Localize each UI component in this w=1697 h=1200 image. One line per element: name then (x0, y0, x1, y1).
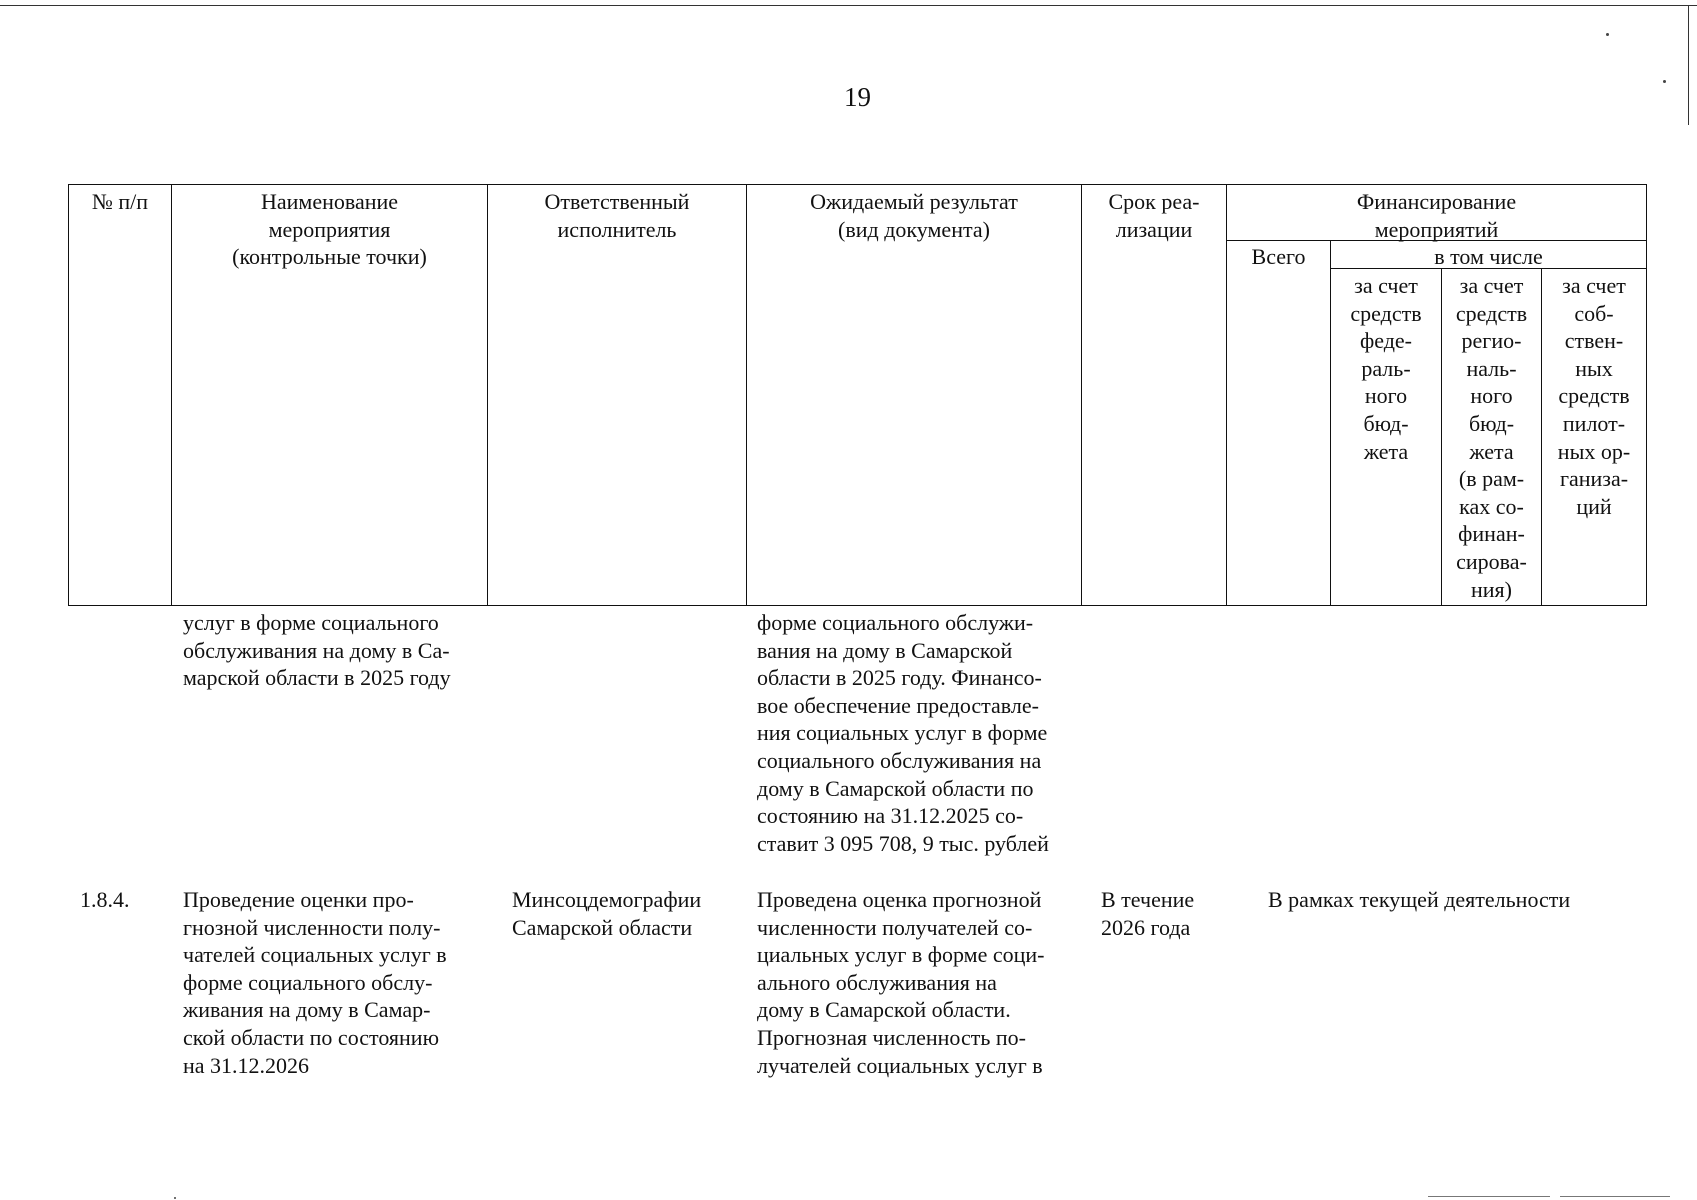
text-line: услуг в форме социального (183, 610, 439, 635)
header-own-line: ций (1576, 493, 1612, 519)
header-term-line: Срок реа- (1108, 189, 1200, 214)
header-own-line: ных ор- (1557, 438, 1631, 464)
text-line: ской области по состоянию (183, 1024, 440, 1050)
header-regional-line: бюд- (1468, 410, 1515, 436)
header-regional-line: наль- (1466, 355, 1517, 381)
header-name-line: (контрольные точки) (232, 244, 427, 270)
text-line: ставит 3 095 708, 9 тыс. рублей (757, 830, 1049, 856)
header-name-line: Наименование (260, 189, 399, 214)
header-bottom-border (68, 605, 1646, 606)
text-line: области в 2025 году. Финансо- (757, 665, 1042, 691)
header-federal-line: средств (1350, 300, 1422, 326)
header-regional-line: ния) (1471, 576, 1512, 602)
text-line: форме социального обслужи- (757, 610, 1034, 635)
header-financing (1227, 188, 1646, 243)
header-federal (1331, 272, 1441, 465)
row-executor (512, 886, 742, 941)
continuation-name (183, 609, 478, 692)
header-including-text: в том числе (1434, 244, 1543, 269)
header-name (172, 188, 487, 271)
text-line: В рамках текущей деятельности (1268, 887, 1571, 912)
header-number (69, 188, 171, 216)
header-financing-line: Финансирование (1356, 189, 1517, 214)
row-name (183, 886, 478, 1079)
text-line: состоянию на 31.12.2025 со- (757, 803, 1024, 829)
text-line: живания на дому в Самар- (183, 997, 431, 1023)
header-own (1542, 272, 1646, 520)
header-result (747, 188, 1081, 243)
text-line: лучателей социальных услуг в (757, 1052, 1043, 1078)
text-line: Прогнозная численность по- (757, 1024, 1026, 1050)
text-line: Проведение оценки про- (183, 887, 414, 912)
header-federal-line: бюд- (1363, 410, 1409, 436)
text-line: социального обслуживания на (757, 747, 1042, 773)
scan-speck (174, 1197, 176, 1199)
text-line: Самарской области (512, 914, 693, 940)
text-line: вания на дому в Самарской (757, 637, 1013, 663)
header-regional-line: финан- (1458, 521, 1525, 547)
text-line: чателей социальных услуг в (183, 942, 447, 968)
header-federal-line: ного (1364, 383, 1408, 409)
header-financing-line: мероприятий (1374, 216, 1499, 242)
header-regional-line: жета (1469, 438, 1514, 464)
text-line: обслуживания на дому в Са- (183, 637, 450, 663)
text-line: дому в Самарской области по (757, 775, 1034, 801)
header-executor (488, 188, 746, 243)
header-regional-line: ного (1470, 383, 1513, 409)
row-result (757, 886, 1073, 1079)
header-own-line: соб- (1574, 300, 1614, 326)
row-financing (1268, 886, 1628, 914)
header-number-text: № п/п (91, 189, 149, 214)
text-line: численности получателей со- (757, 914, 1033, 940)
header-executor-line: Ответственный (544, 189, 690, 214)
header-border-right (1646, 184, 1647, 606)
text-line: циальных услуг в форме соци- (757, 942, 1045, 968)
text-line: ния социальных услуг в форме (757, 720, 1048, 746)
header-border-left (68, 184, 69, 606)
text-line: гнозной численности полу- (183, 914, 441, 940)
header-top-border (68, 184, 1646, 185)
continuation-result (757, 609, 1073, 857)
header-executor-line: исполнитель (557, 216, 677, 242)
text-line: дому в Самарской области. (757, 997, 1011, 1023)
text-line: форме социального обслу- (183, 969, 433, 995)
header-name-line: мероприятия (268, 216, 391, 242)
text-line: В течение (1101, 887, 1195, 912)
header-federal-line: жета (1363, 438, 1409, 464)
header-federal-line: за счет (1354, 273, 1418, 298)
header-term (1082, 188, 1226, 243)
text-line: Проведена оценка прогнозной (757, 887, 1042, 912)
header-divider-4 (1081, 184, 1082, 606)
row-number (80, 886, 170, 914)
header-federal-line: раль- (1361, 355, 1411, 381)
page-number: 19 (844, 82, 871, 112)
footer-rule-right (1560, 1196, 1670, 1197)
footer-rule-left (1428, 1196, 1550, 1197)
header-regional-line: сирова- (1456, 548, 1527, 574)
header-federal-line: феде- (1359, 328, 1412, 354)
header-regional-line: регио- (1461, 328, 1522, 354)
header-including (1331, 243, 1646, 271)
text-line: марской области в 2025 году (183, 665, 451, 691)
header-regional-line: (в рам- (1458, 466, 1525, 492)
row-term (1101, 886, 1221, 941)
header-divider-2 (487, 184, 488, 606)
header-own-line: пилот- (1562, 410, 1626, 436)
header-result-line: (вид документа) (838, 216, 990, 242)
header-regional (1442, 272, 1541, 603)
header-total-text: Всего (1251, 244, 1306, 269)
header-total (1227, 243, 1330, 271)
header-own-line: ных (1575, 355, 1613, 381)
header-own-line: ганиза- (1559, 466, 1629, 492)
header-own-line: ствен- (1564, 328, 1624, 354)
header-regional-line: средств (1455, 300, 1528, 326)
text-line: на 31.12.2026 (183, 1052, 310, 1078)
header-regional-line: ках со- (1459, 493, 1524, 519)
header-term-line: лизации (1115, 216, 1193, 242)
text-line: вое обеспечение предоставле- (757, 692, 1039, 718)
text-line: ального обслуживания на (757, 969, 997, 995)
header-own-line: за счет (1562, 273, 1626, 298)
header-result-line: Ожидаемый результат (810, 189, 1018, 214)
text-line: 2026 года (1101, 914, 1191, 940)
scan-speck (1606, 33, 1609, 36)
scan-speck (1663, 80, 1666, 83)
header-divider-3 (746, 184, 747, 606)
header-own-line: средств (1558, 383, 1630, 409)
page-edge-top (0, 5, 1697, 6)
row-number-text: 1.8.4. (80, 887, 130, 912)
header-regional-line: за счет (1459, 273, 1524, 298)
text-line: Минсоцдемографии (512, 887, 702, 912)
